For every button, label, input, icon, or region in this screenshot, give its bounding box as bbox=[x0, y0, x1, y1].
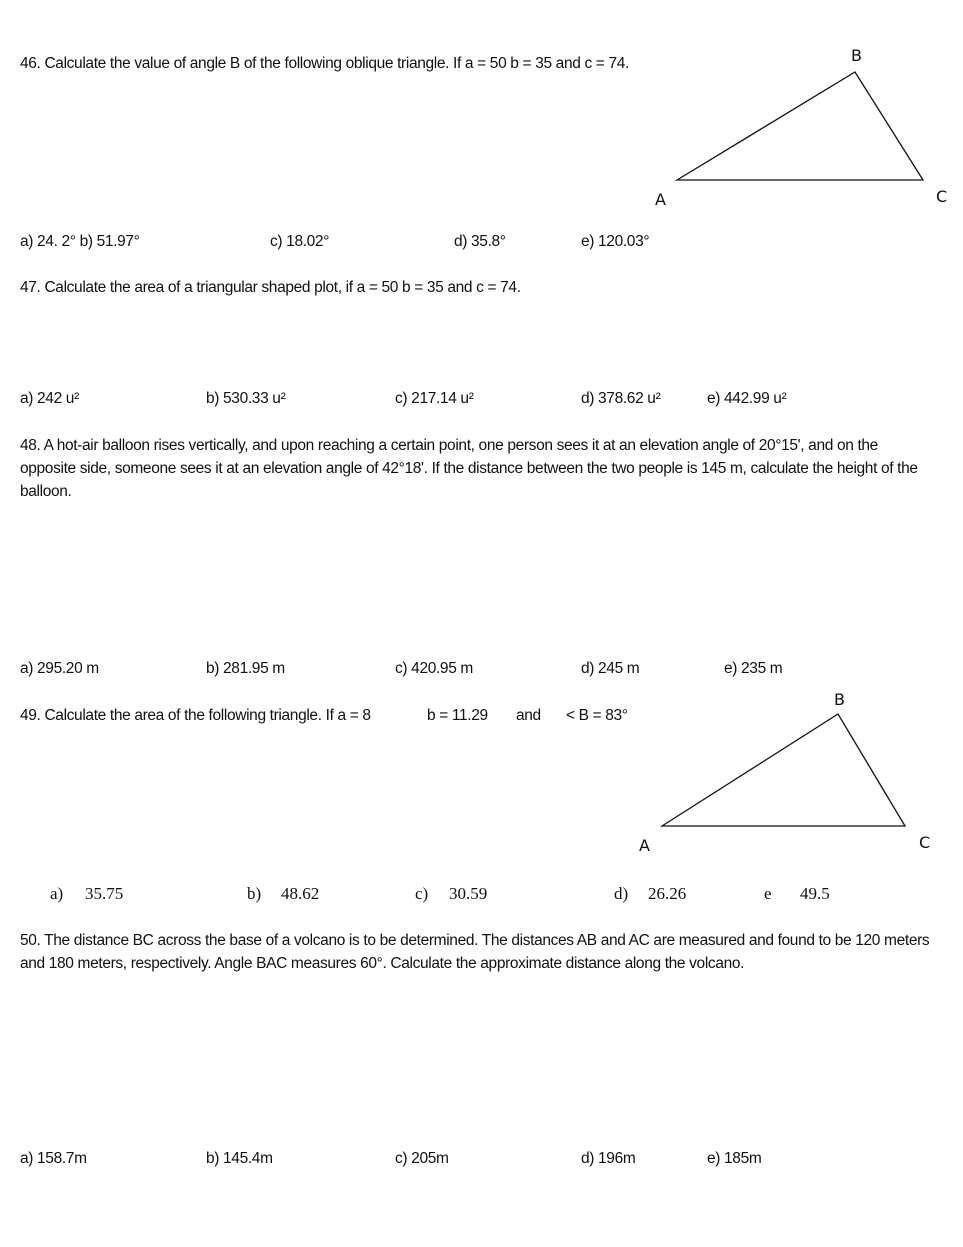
triangle-49-shape bbox=[662, 714, 905, 826]
question-47-text: 47. Calculate the area of a triangular shaped plot, if a = 50 b = 35 and c = 74. bbox=[20, 279, 521, 296]
q50-option-b: b) 145.4m bbox=[206, 1150, 273, 1167]
triangle-49-vertex-b: B bbox=[834, 690, 845, 709]
q48-option-c: c) 420.95 m bbox=[395, 660, 473, 677]
q48-option-d: d) 245 m bbox=[581, 660, 640, 677]
question-50-text: 50. The distance BC across the base of a volcano is to be determined. The distances AB and AC are measured and found to be 120 meters and 180 meters, respectively. Angle BAC measures 60°. Calculate the approximate distance along the volcano. bbox=[20, 932, 930, 972]
q46-option-ab: a) 24. 2° b) 51.97° bbox=[20, 233, 140, 250]
question-49-b-value: b = 11.29 bbox=[427, 707, 488, 724]
triangle-46-vertex-a: A bbox=[655, 190, 666, 209]
q46-option-c: c) 18.02° bbox=[270, 233, 330, 250]
triangle-46-vertex-b: B bbox=[851, 46, 862, 65]
q46-option-e: e) 120.03° bbox=[581, 233, 650, 250]
question-49-angle-b: < B = 83° bbox=[566, 707, 628, 724]
q49-option-a-letter: a) bbox=[50, 884, 64, 903]
q47-option-b: b) 530.33 u² bbox=[206, 390, 286, 407]
triangle-49-vertex-c: C bbox=[919, 833, 931, 852]
q47-option-e: e) 442.99 u² bbox=[707, 390, 787, 407]
q49-option-d-value: 26.26 bbox=[648, 884, 687, 903]
question-48-text: 48. A hot-air balloon rises vertically, and upon reaching a certain point, one person sees it at an elevation angle of 20°15', and on the opposite side, someone sees it at an elevation angle of 42°18'. If the distance between the two people is 145 m, calculate the height of the balloon. bbox=[20, 437, 918, 500]
q49-option-d-letter: d) bbox=[614, 884, 629, 903]
q49-option-e-letter: e bbox=[764, 884, 772, 903]
question-49-and: and bbox=[516, 707, 541, 724]
q49-option-b-letter: b) bbox=[247, 884, 262, 903]
q49-option-c-value: 30.59 bbox=[449, 884, 488, 903]
q50-option-a: a) 158.7m bbox=[20, 1150, 87, 1167]
q50-option-d: d) 196m bbox=[581, 1150, 636, 1167]
q50-option-c: c) 205m bbox=[395, 1150, 449, 1167]
q47-option-c: c) 217.14 u² bbox=[395, 390, 474, 407]
q49-option-e-value: 49.5 bbox=[800, 884, 830, 903]
q48-option-b: b) 281.95 m bbox=[206, 660, 285, 677]
q49-option-c-letter: c) bbox=[415, 884, 429, 903]
q47-option-d: d) 378.62 u² bbox=[581, 390, 661, 407]
q47-option-a: a) 242 u² bbox=[20, 390, 79, 407]
question-49-text: 49. Calculate the area of the following triangle. If a = 8 bbox=[20, 707, 371, 724]
triangle-49-vertex-a: A bbox=[639, 836, 650, 855]
q48-option-a: a) 295.20 m bbox=[20, 660, 99, 677]
q50-option-e: e) 185m bbox=[707, 1150, 762, 1167]
question-46-text: 46. Calculate the value of angle B of the following oblique triangle. If a = 50 b = 35 and c = 74. bbox=[20, 55, 629, 72]
q49-option-a-value: 35.75 bbox=[85, 884, 124, 903]
q46-option-d: d) 35.8° bbox=[454, 233, 506, 250]
q48-option-e: e) 235 m bbox=[724, 660, 783, 677]
triangle-46-vertex-c: C bbox=[936, 187, 948, 206]
q49-option-b-value: 48.62 bbox=[281, 884, 320, 903]
